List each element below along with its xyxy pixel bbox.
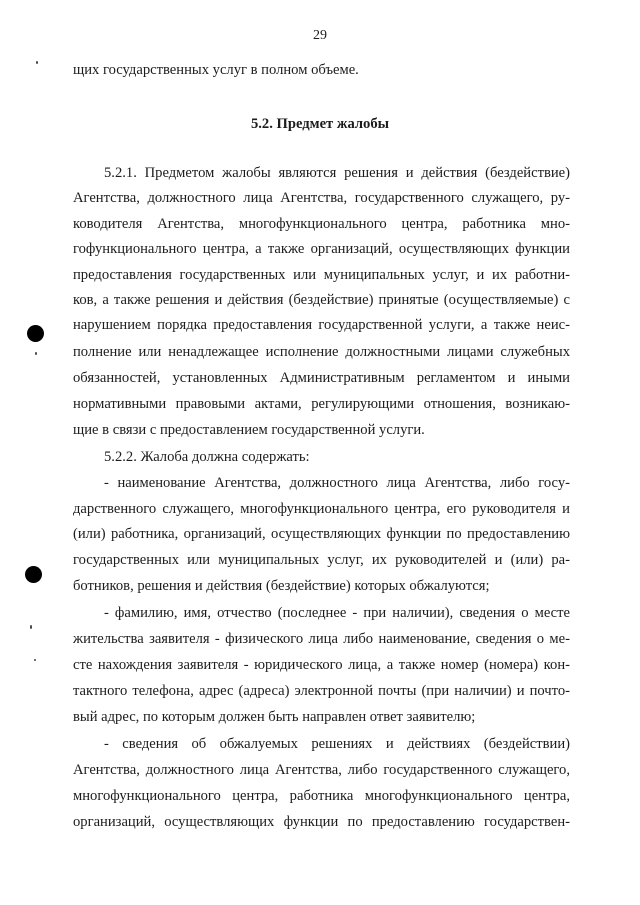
punch-hole (25, 566, 42, 583)
text-line: многофункционального центра, работника многофункционального центра, (73, 788, 570, 804)
section-heading: 5.2. Предмет жалобы (250, 116, 390, 132)
text-line: дарственного служащего, многофункционального центра, его руководителя и (73, 501, 570, 517)
text-line: ботников, решения и действия (бездействие) которых обжалуются; (73, 578, 490, 594)
text-line: - фамилию, имя, отчество (последнее - при наличии), сведения о месте (104, 605, 570, 621)
text-line: - сведения об обжалуемых решениях и действиях (бездействии) (104, 736, 570, 752)
text-line: обязанностей, установленных Административным регламентом и иными (73, 370, 570, 386)
text-line: организаций, осуществляющих функции по предоставлению государствен- (73, 814, 570, 830)
text-line: Агентства, должностного лица Агентства, либо государственного служащего, (73, 762, 570, 778)
scan-speck (34, 659, 36, 661)
text-line: 5.2.1. Предметом жалобы являются решения и действия (бездействие) (104, 165, 570, 181)
text-line: вый адрес, по которым должен быть направлен ответ заявителю; (73, 709, 476, 725)
text-line: жительства заявителя - физического лица либо наименование, сведения о ме- (73, 631, 570, 647)
text-line: (или) работника, организаций, осуществляющих функции по предоставлению (73, 526, 570, 542)
text-line: государственных или муниципальных услуг, их руководителей и (или) ра- (73, 552, 570, 568)
text-line: - наименование Агентства, должностного лица Агентства, либо госу- (104, 475, 570, 491)
text-line: нормативными правовыми актами, регулирующими отношения, возникаю- (73, 396, 570, 412)
text-line: ководителя Агентства, многофункционального центра, работника мно- (73, 216, 570, 232)
text-line: сте нахождения заявителя - юридического лица, а также номер (номера) кон- (73, 657, 570, 673)
page-number: 29 (313, 28, 327, 43)
text-line: нарушением порядка предоставления государственной услуги, а также неис- (73, 317, 570, 333)
text-line: гофункционального центра, а также организаций, осуществляющих функции (73, 241, 570, 257)
text-line: предоставления государственных или муниципальных услуг, и их работни- (73, 267, 570, 283)
punch-hole (27, 325, 44, 342)
text-line: щие в связи с предоставлением государственной услуги. (73, 422, 425, 438)
previous-paragraph-tail: щих государственных услуг в полном объеме. (73, 62, 359, 78)
text-line: ков, а также решения и действия (бездействие) принятые (осуществляемые) с (73, 292, 570, 308)
scan-speck (35, 352, 37, 355)
scan-speck (30, 625, 32, 629)
text-line: 5.2.2. Жалоба должна содержать: (104, 449, 310, 465)
text-line: тактного телефона, адрес (адреса) электронной почты (при наличии) и почто- (73, 683, 570, 699)
scan-speck (36, 61, 38, 64)
text-line: Агентства, должностного лица Агентства, государственного служащего, ру- (73, 190, 570, 206)
text-line: полнение или ненадлежащее исполнение должностными лицами служебных (73, 344, 570, 360)
